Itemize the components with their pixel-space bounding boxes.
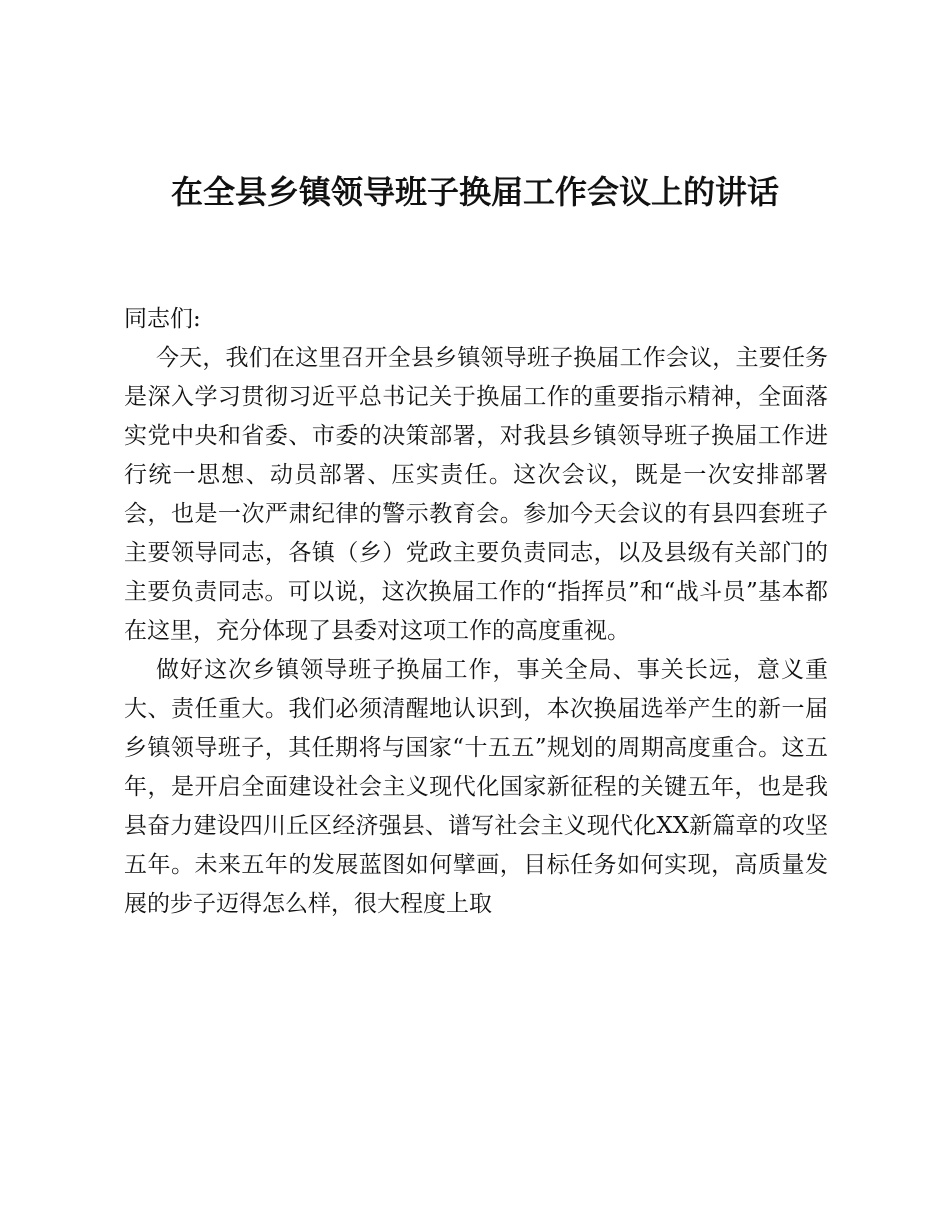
document-body bbox=[124, 300, 828, 924]
paragraph-1: 今天，我们在这里召开全县乡镇领导班子换届工作会议，主要任务是深入学习贯彻习近平总书记关于换届工作的重要指示精神，全面落实党中央和省委、市委的决策部署，对我县乡镇领导班子换届工作进行统一思想、动员部署、压实责任。这次会议，既是一次安排部署会，也是一次严肃纪律的警示教育会。参加今天会议的有县四套班子主要领导同志，各镇（乡）党政主要负责同志，以及县级有关部门的主要负责同志。可以说，这次换届工作的“指挥员”和“战斗员”基本都在这里，充分体现了县委对这项工作的高度重视。 bbox=[124, 345, 828, 644]
paragraph-2: 做好这次乡镇领导班子换届工作，事关全局、事关长远，意义重大、责任重大。我们必须清醒地认识到，本次换届选举产生的新一届乡镇领导班子，其任期将与国家“十五五”规划的周期高度重合。这五年，是开启全面建设社会主义现代化国家新征程的关键五年，也是我县奋力建设四川丘区经济强县、谱写社会主义现代化XX新篇章的攻坚五年。未来五年的发展蓝图如何擘画，目标任务如何实现，高质量发展的步子迈得怎么样，很大程度上取 bbox=[124, 657, 828, 917]
salutation: 同志们: bbox=[124, 306, 201, 332]
document-title: 在全县乡镇领导班子换届工作会议上的讲话 bbox=[170, 173, 779, 211]
